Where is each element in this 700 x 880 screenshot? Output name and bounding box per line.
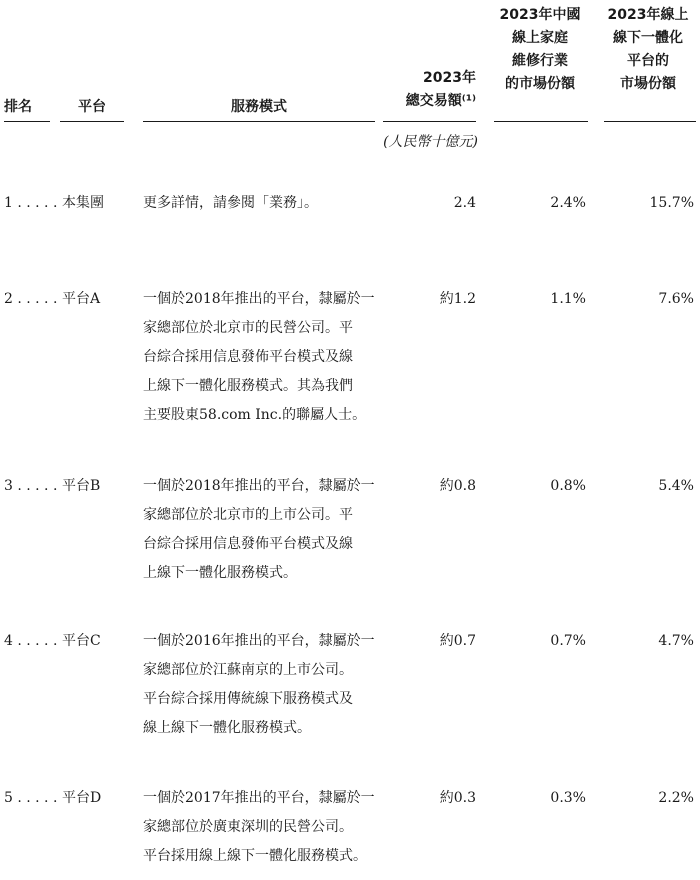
row-4-description: [143, 627, 375, 743]
header-platform: 平台: [78, 99, 106, 115]
header-service-model: 服務模式: [231, 99, 287, 115]
header-share-o2o-line: 2023年線上: [607, 7, 689, 23]
row-5-platform: 平台D: [62, 790, 102, 806]
row-3-rank: 3 . . . . .: [4, 478, 58, 494]
row-4-desc-line: 線上線下一體化服務模式。: [143, 720, 311, 736]
row-1-description: [143, 189, 375, 218]
row-3-platform: 平台B: [62, 478, 101, 494]
header-gtv-line: 2023年: [423, 70, 476, 86]
header-share-home-line: 維修行業: [512, 53, 568, 69]
header-rule-share-o2o: [604, 121, 696, 122]
unit-label: (人民幣十億元): [383, 134, 478, 150]
row-3-gtv: 約0.8: [439, 478, 476, 494]
row-1-rank: 1 . . . . .: [4, 195, 58, 211]
header-share-home-line: 的市場份額: [505, 76, 575, 92]
row-2-gtv: 約1.2: [439, 291, 476, 307]
row-2-desc-line: 上線下一體化服務模式。其為我們: [143, 378, 353, 394]
header-share-o2o-line: 市場份額: [620, 76, 676, 92]
row-4-platform: 平台C: [62, 633, 101, 649]
header-rank: 排名: [4, 99, 32, 115]
row-2-share-o2o: 7.6%: [658, 291, 694, 307]
header-share-home-line: 2023年中國: [499, 7, 581, 23]
row-5-share-o2o: 2.2%: [658, 790, 694, 806]
row-2-share-home: 1.1%: [550, 291, 586, 307]
row-1-desc-line: 更多詳情，請參閱「業務」。: [143, 195, 318, 211]
row-5-gtv: 約0.3: [439, 790, 476, 806]
row-2-description: [143, 285, 375, 430]
header-share-o2o: [600, 4, 696, 96]
row-1-gtv: 2.4: [453, 195, 476, 211]
row-3-desc-line: 上線下一體化服務模式。: [143, 565, 297, 581]
row-5-desc-line: 平台採用線上線下一體化服務模式。: [143, 848, 367, 864]
row-5-rank: 5 . . . . .: [4, 790, 58, 806]
row-2-platform: 平台A: [62, 291, 101, 307]
row-2-desc-line: 一個於2018年推出的平台，隸屬於一: [143, 291, 375, 307]
row-5-share-home: 0.3%: [550, 790, 586, 806]
header-gtv-line: 總交易額⁽¹⁾: [405, 93, 476, 109]
row-1-share-home: 2.4%: [550, 195, 586, 211]
header-rule-rank: [4, 121, 50, 122]
row-4-desc-line: 平台綜合採用傳統線下服務模式及: [143, 691, 353, 707]
header-share-home-repair: [490, 4, 590, 96]
row-2-rank: 2 . . . . .: [4, 291, 58, 307]
header-share-o2o-line: 平台的: [627, 53, 669, 69]
row-3-description: [143, 472, 375, 588]
row-5-description: [143, 784, 375, 871]
row-4-desc-line: 家總部位於江蘇南京的上市公司。: [143, 662, 353, 678]
header-rule-platform: [60, 121, 124, 122]
row-3-share-o2o: 5.4%: [658, 478, 694, 494]
row-3-share-home: 0.8%: [550, 478, 586, 494]
row-2-desc-line: 家總部位於北京市的民營公司。平: [143, 320, 353, 336]
header-share-home-line: 線上家庭: [512, 30, 568, 46]
header-rule-service-model: [143, 121, 375, 122]
row-2-desc-line: 台綜合採用信息發佈平台模式及線: [143, 349, 353, 365]
row-2-desc-line: 主要股東58.com Inc.的聯屬人士。: [143, 407, 367, 423]
row-3-desc-line: 台綜合採用信息發佈平台模式及線: [143, 536, 353, 552]
row-4-rank: 4 . . . . .: [4, 633, 58, 649]
row-3-desc-line: 家總部位於北京市的上市公司。平: [143, 507, 353, 523]
row-4-share-o2o: 4.7%: [658, 633, 694, 649]
row-4-desc-line: 一個於2016年推出的平台，隸屬於一: [143, 633, 375, 649]
header-gtv: [380, 67, 476, 113]
row-3-desc-line: 一個於2018年推出的平台，隸屬於一: [143, 478, 375, 494]
row-1-platform: 本集團: [62, 195, 104, 211]
row-5-desc-line: 一個於2017年推出的平台，隸屬於一: [143, 790, 375, 806]
row-1-share-o2o: 15.7%: [649, 195, 694, 211]
header-share-o2o-line: 線下一體化: [613, 30, 683, 46]
header-rule-gtv: [383, 121, 476, 122]
header-rule-share-home: [494, 121, 588, 122]
row-5-desc-line: 家總部位於廣東深圳的民營公司。: [143, 819, 353, 835]
row-4-share-home: 0.7%: [550, 633, 586, 649]
row-4-gtv: 約0.7: [439, 633, 476, 649]
